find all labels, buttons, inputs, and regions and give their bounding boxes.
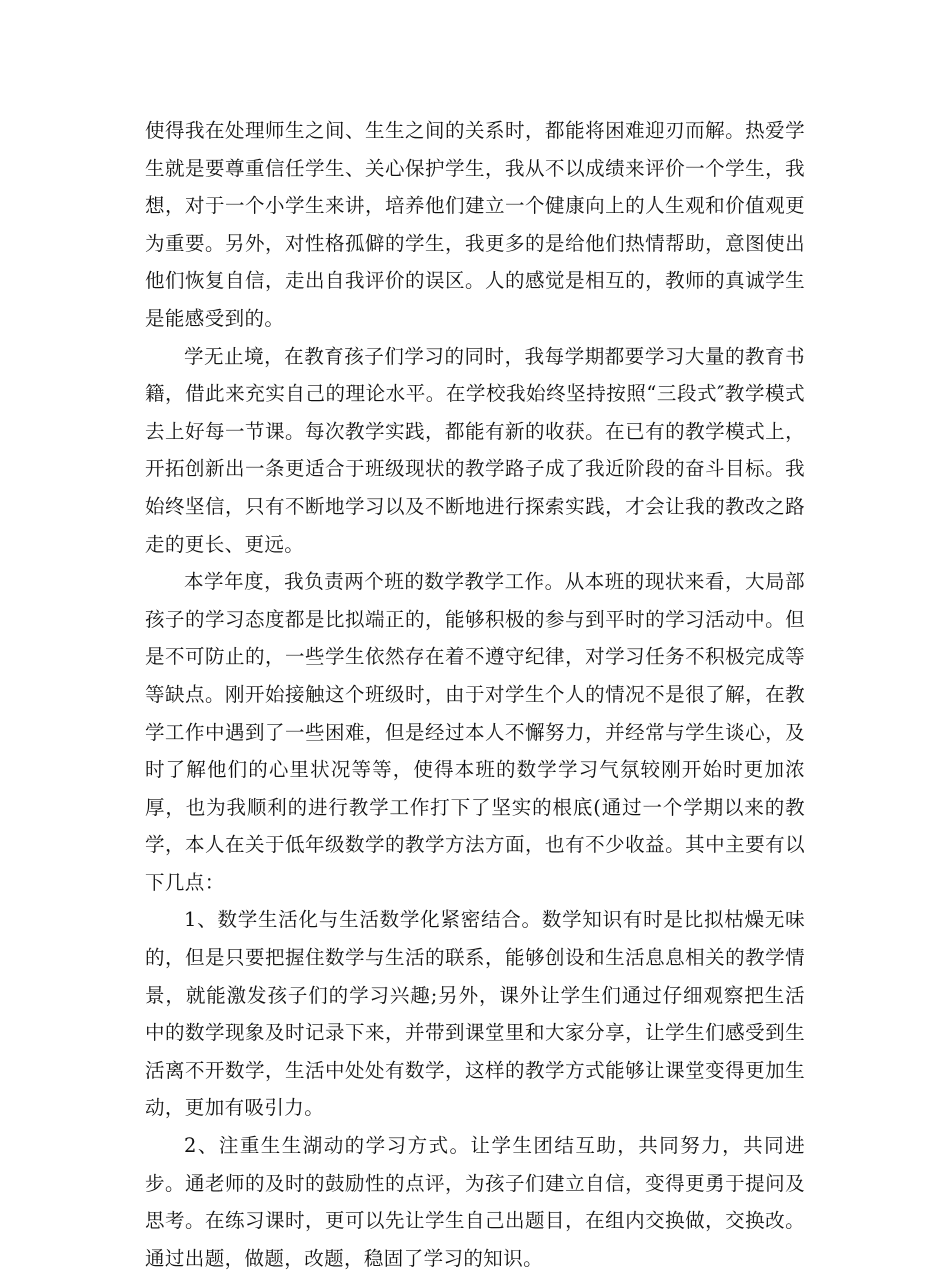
- paragraph-2: 学无止境，在教育孩子们学习的同时，我每学期都要学习大量的教育书籍，借此来充实自己的理论水平。在学校我始终坚持按照“三段式″教学模式去上好每一节课。每次教学实践，都能有新的收获。在已有的教学模式上，开拓创新出一条更适合于班级现状的教学路子成了我近阶段的奋斗目标。我始终坚信，只有不断地学习以及不断地进行探索实践，才会让我的教改之路走的更长、更远。: [145, 344, 805, 556]
- paragraph-5-point-2: 2、注重生生湖动的学习方式。让学生团结互助，共同努力，共同进步。通老师的及时的鼓励性的点评，为孩子们建立自信，变得更勇于提问及思考。在练习课时，更可以先让学生自己出题目，在组内交换做，交换改。通过出题，做题，改题，稳固了学习的知识。: [145, 1134, 805, 1270]
- paragraph-1: 使得我在处理师生之间、生生之间的关系时，都能将困难迎刃而解。热爱学生就是要尊重信任学生、关心保护学生，我从不以成绩来评价一个学生，我想，对于一个小学生来讲，培养他们建立一个健康向上的人生观和价值观更为重要。另外，对性格孤僻的学生，我更多的是给他们热情帮助，意图使出他们恢复自信，走出自我评价的误区。人的感觉是相互的，教师的真诚学生是能感受到的。: [145, 119, 805, 330]
- document-body: [145, 112, 805, 1277]
- paragraph-3: 本学年度，我负责两个班的数学教学工作。从本班的现状来看，大局部孩子的学习态度都是比拟端正的，能够积极的参与到平时的学习活动中。但是不可防止的，一些学生依然存在着不遵守纪律，对学习任务不积极完成等等缺点。刚开始接触这个班级时，由于对学生个人的情况不是很了解，在教学工作中遇到了一些困难，但是经过本人不懈努力，并经常与学生谈心，及时了解他们的心里状况等等，使得本班的数学学习气氛较刚开始时更加浓厚，也为我顺利的进行教学工作打下了坚实的根底(通过一个学期以来的教学，本人在关于低年级数学的教学方法方面，也有不少收益。其中主要有以下几点：: [145, 570, 805, 894]
- paragraph-4-point-1: 1、数学生活化与生活数学化紧密结合。数学知识有时是比拟枯燥无味的，但是只要把握住数学与生活的联系，能够创设和生活息息相关的教学情景，就能激发孩子们的学习兴趣;另外，课外让学生们通过仔细观察把生活中的数学现象及时记录下来，并带到课堂里和大家分享，让学生们感受到生活离不开数学，生活中处处有数学，这样的教学方式能够让课堂变得更加生动，更加有吸引力。: [145, 908, 805, 1120]
